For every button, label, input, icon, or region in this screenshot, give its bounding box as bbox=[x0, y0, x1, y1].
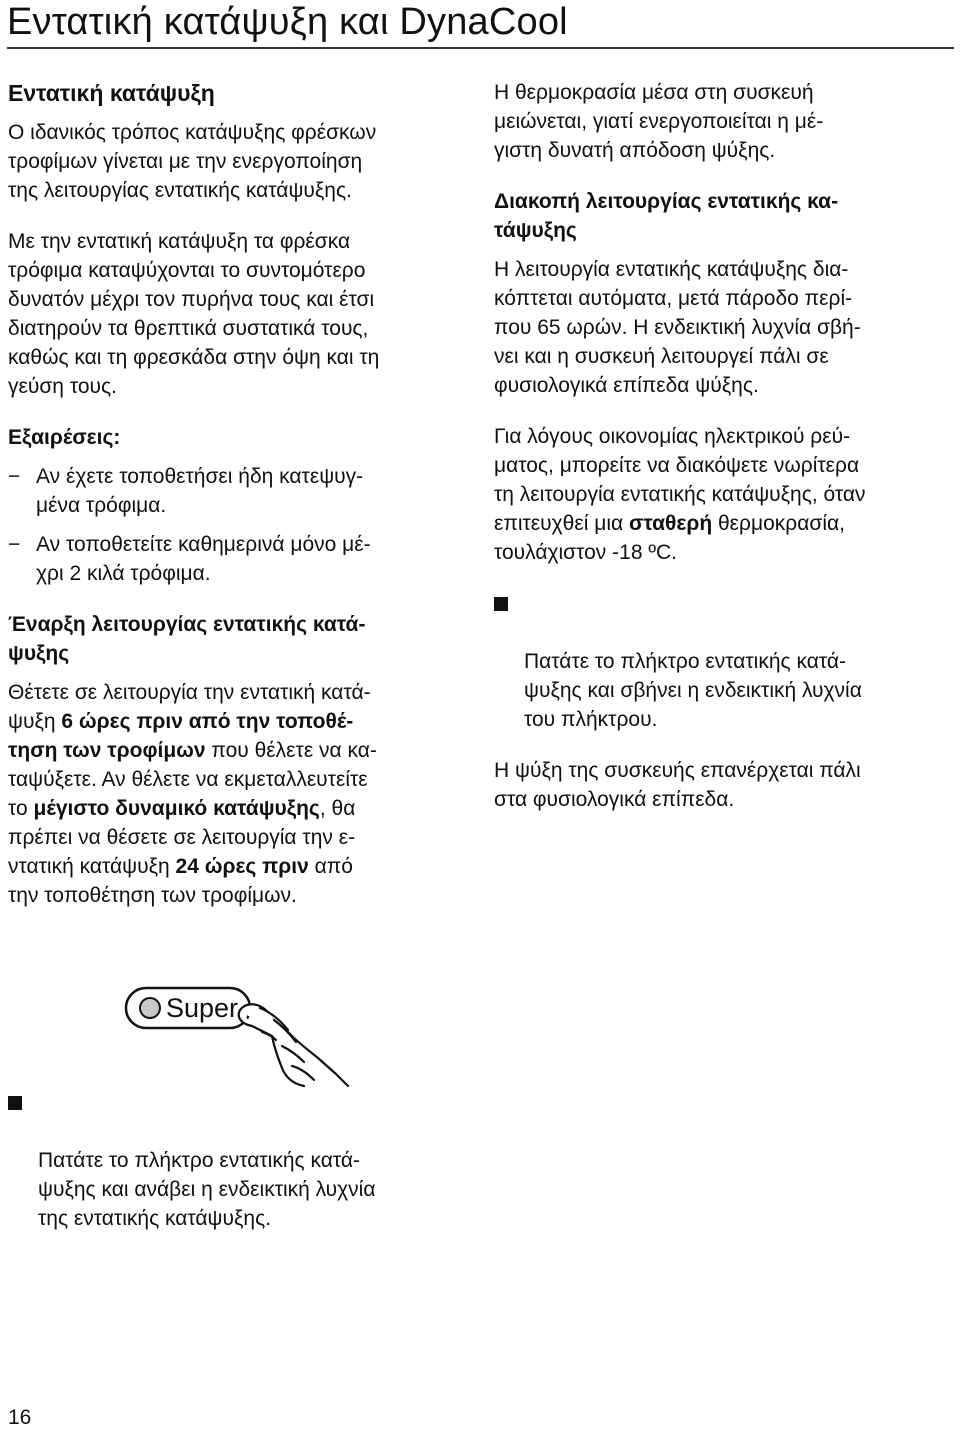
auto-stop-paragraph: Η λειτουργία εντατικής κατάψυξης δια- κόπτεται αυτόματα, μετά πάροδο περί- που 65 ωρών. Η ενδεικτική λυχνία σβή- νει και η συσκευή λειτουργεί πάλι σε φυσιολογικά επίπεδα ψύξης. bbox=[494, 258, 861, 397]
square-bullet-icon bbox=[494, 597, 508, 611]
stop-heading: Διακοπή λειτουργίας εντατικής κα- τάψυξης bbox=[494, 190, 839, 242]
finger-pressing-icon bbox=[239, 1004, 348, 1086]
text-run: , θα πρέπει να θέσετε σε λειτουργία την ε- ντατική κατάψυξη bbox=[8, 797, 356, 878]
list-item bbox=[8, 530, 468, 588]
text-run: που θέλετε να κα- ταψύξετε. Αν θέλετε να εκμεταλλευτείτε το bbox=[8, 739, 377, 820]
bold-run: 24 ώρες πριν bbox=[175, 855, 309, 878]
exceptions-list bbox=[8, 462, 468, 588]
bold-run: σταθερή bbox=[628, 512, 713, 535]
step-press-button bbox=[8, 1088, 468, 1233]
super-button-label: Super bbox=[166, 993, 239, 1023]
square-bullet-icon bbox=[8, 1096, 22, 1110]
super-button-illustration bbox=[122, 982, 382, 1088]
step-text: Πατάτε το πλήκτρο εντατικής κατά- ψυξης και σβήνει η ενδεικτική λυχνία του πλήκτρου. bbox=[524, 650, 862, 731]
benefit-paragraph: Με την εντατική κατάψυξη τα φρέσκα τρόφιμα καταψύχονται το συντομότερο δυνατόν μέχρι τον πυρήνα τους και έτσι διατηρούν τα θρεπτικά συστατικά τους, καθώς και τη φρεσκάδα στην όψη και τη γεύση τους. bbox=[8, 230, 380, 398]
section-heading-super-freeze: Εντατική κατάψυξη bbox=[8, 80, 215, 106]
indicator-lamp-icon bbox=[140, 998, 160, 1018]
text-run: από την τοποθέτηση των τροφίμων. bbox=[8, 855, 353, 907]
bold-run: μέγιστο δυναμικό κατάψυξης bbox=[33, 797, 320, 820]
left-column bbox=[8, 78, 468, 932]
bold-run: 6 ώρες πριν από την τοποθέ- τηση των τροφίμων bbox=[8, 710, 354, 762]
list-item bbox=[8, 462, 468, 520]
start-heading: Έναρξη λειτουργίας εντατικής κατά- ψυξης bbox=[8, 613, 366, 665]
text-run: Θέτετε σε λειτουργία την εντατική κατά- ψυξη bbox=[8, 681, 371, 733]
dash-bullet-icon: − bbox=[8, 465, 21, 488]
text-run: θερμοκρασία, τουλάχιστον -18 ºC. bbox=[494, 512, 845, 564]
step-press-button-off bbox=[494, 589, 954, 734]
step-text: Πατάτε το πλήκτρο εντατικής κατά- ψυξης και ανάβει η ενδεικτική λυχνία της εντατικής κατάψυξης. bbox=[38, 1149, 376, 1230]
page-number: 16 bbox=[8, 1406, 32, 1429]
intro-paragraph: Ο ιδανικός τρόπος κατάψυξης φρέσκων τροφίμων γίνεται με την ενεργοποίηση της λειτουργίας εντατικής κατάψυξης. bbox=[8, 121, 377, 202]
exceptions-heading: Εξαιρέσεις: bbox=[8, 426, 121, 449]
right-column bbox=[494, 78, 954, 836]
list-item-text: Αν έχετε τοποθετήσει ήδη κατεψυγ- μένα τρόφιμα. bbox=[36, 465, 364, 517]
page-title: Εντατική κατάψυξη και DynaCool bbox=[7, 1, 568, 43]
economy-paragraph bbox=[494, 422, 954, 567]
left-step bbox=[8, 1088, 468, 1255]
title-divider bbox=[7, 47, 954, 49]
start-paragraph bbox=[8, 678, 468, 910]
dash-bullet-icon: − bbox=[8, 533, 21, 556]
text-run: Για λόγους οικονομίας ηλεκτρικού ρεύ- ματος, μπορείτε να διακόψετε νωρίτερα τη λειτουργία εντατικής κατάψυξης, όταν επιτευχθεί μια bbox=[494, 425, 866, 535]
temperature-paragraph: Η θερμοκρασία μέσα στη συσκευή μειώνεται, γιατί ενεργοποιείται η μέ- γιστη δυνατή απόδοση ψύξης. bbox=[494, 81, 824, 162]
normal-cooling-paragraph: Η ψύξη της συσκευής επανέρχεται πάλι στα φυσιολογικά επίπεδα. bbox=[494, 759, 861, 811]
list-item-text: Αν τοποθετείτε καθημερινά μόνο μέ- χρι 2 κιλά τρόφιμα. bbox=[36, 533, 371, 585]
